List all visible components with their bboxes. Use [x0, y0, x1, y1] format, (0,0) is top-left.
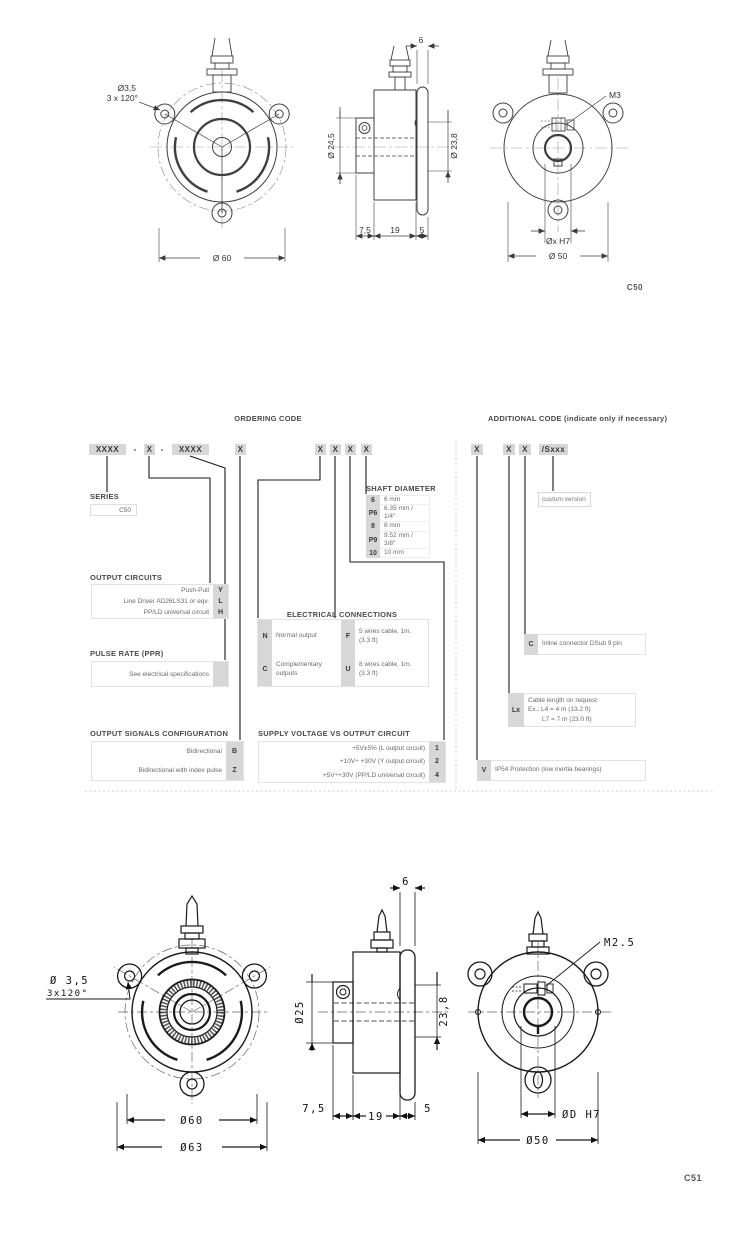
c50-rear-dim-bore: Øx H7: [545, 236, 571, 246]
c50-rear-screw-label: M3: [609, 90, 621, 100]
table-row: [92, 585, 228, 596]
c50-side-dim-left: Ø 24,5: [326, 133, 336, 159]
table-row: [92, 662, 228, 686]
code-box-shaft: X: [361, 444, 372, 455]
table-row: [366, 495, 430, 505]
addl-code-box-cable: X: [503, 444, 515, 455]
voltage-code: 1: [429, 742, 445, 755]
electrical-connections-table: [257, 619, 429, 687]
voltage-code: 4: [429, 769, 445, 782]
c50-page-code: C50: [626, 283, 643, 292]
c50-side-dim-top: 6: [418, 35, 424, 45]
cable-code: Lx: [508, 693, 524, 727]
code-box-supply: X: [345, 444, 356, 455]
table-row: [259, 742, 445, 755]
shaft-code: 10: [366, 549, 380, 558]
table-row: [366, 549, 430, 558]
table-row: [366, 522, 430, 531]
c51-rear-screw-label: M2.5: [604, 937, 636, 949]
code-box-pulse-rate: XXXX: [172, 444, 209, 455]
output-signals-label: OUTPUT SIGNALS CONFIGURATION: [90, 729, 229, 738]
voltage-code: 2: [429, 755, 445, 768]
c51-page-code: C51: [683, 1173, 702, 1183]
conn-code: N: [258, 620, 272, 653]
pulse-rate-label: PULSE RATE (PPR): [90, 649, 164, 658]
shaft-desc: 9.52 mm / 3/8": [380, 532, 430, 549]
signal-desc: Bidirectional: [186, 748, 222, 755]
table-row: [259, 769, 445, 782]
addl-code-box-custom: /Sxxx: [539, 444, 568, 455]
table-row: [258, 620, 428, 653]
c50-side-dim-b3: 5: [419, 225, 425, 235]
c50-rear-view: [490, 40, 628, 262]
c51-side-dim-b1: 7,5: [302, 1103, 326, 1115]
pulse-rate-table: [91, 661, 229, 687]
code-box-output-circuit: X: [144, 444, 155, 455]
shaft-desc: 10 mm: [380, 549, 430, 558]
c51-rear-dim-outer: Ø50: [526, 1135, 550, 1147]
code-separator-1: -: [133, 445, 137, 454]
addl-code-box-connector: X: [519, 444, 531, 455]
c50-front-note-hole: Ø3,5: [117, 83, 136, 93]
connector-option-row: [524, 634, 646, 655]
conn-desc: 8 wires cable, 1m. (3.3 ft): [359, 661, 412, 677]
supply-voltage-label: SUPPLY VOLTAGE VS OUTPUT CIRCUIT: [258, 729, 410, 738]
c51-side-dim-b3: 5: [424, 1103, 432, 1115]
c51-rear-dim-bore: ØD H7: [562, 1109, 602, 1121]
c51-side-dim-left: Ø25: [294, 1000, 306, 1024]
conn-desc: 5 wires cable, 1m. (3.3 ft): [359, 628, 412, 644]
conn-code: U: [341, 653, 355, 686]
code-box-elec-conn-2: X: [330, 444, 341, 455]
shaft-desc: 6 mm: [380, 495, 430, 505]
c51-side-dim-top: 6: [402, 876, 410, 888]
series-value-box: C50: [90, 504, 137, 516]
conn-desc: Normal output: [276, 632, 317, 640]
signal-desc: Bidirectional with index pulse: [138, 767, 222, 774]
c51-front-dim-outer: Ø60: [180, 1115, 204, 1127]
ordering-code-title: ORDERING CODE: [234, 414, 302, 423]
connector-desc: Inline connector DSub 9 pin: [538, 634, 646, 655]
table-row: [92, 742, 243, 761]
circuit-desc: Push-Pull: [181, 587, 209, 594]
c51-side-dim-right: 23,8: [438, 995, 450, 1027]
c51-front-dim-flange: Ø63: [180, 1142, 204, 1154]
shaft-diameter-table: [366, 495, 430, 557]
code-box-elec-conn-1: X: [315, 444, 326, 455]
c50-side-dim-right: Ø 23,8: [449, 133, 459, 159]
shaft-desc: 6.35 mm / 1/4": [380, 505, 430, 522]
circuit-desc: PP/LD universal circuit: [143, 609, 209, 616]
circuit-code: H: [213, 607, 228, 618]
cable-line2: Ex.: L4 = 4 m (13.2 ft): [528, 706, 591, 714]
conn-code: F: [341, 620, 355, 653]
c50-front-view: [139, 38, 295, 262]
shaft-code: P9: [366, 532, 380, 549]
cable-length-row: [508, 693, 636, 727]
voltage-desc: +5V±5% (L output circuit): [352, 745, 425, 753]
protection-code: V: [477, 760, 491, 781]
shaft-code: P6: [366, 505, 380, 522]
conn-code: C: [258, 653, 272, 686]
protection-option-row: [477, 760, 646, 781]
protection-desc: IP54 Protection (low inertia bearings): [491, 760, 646, 781]
c51-side-view: [306, 888, 448, 1120]
custom-version-box: custom version: [538, 492, 591, 507]
table-row: [92, 761, 243, 780]
circuit-code: L: [213, 596, 228, 607]
cable-line3: L7 = 7 m (23.0 ft): [542, 715, 592, 723]
series-label: SERIES: [90, 492, 120, 501]
conn-desc: Complementary outputs: [276, 661, 322, 677]
c51-technical-drawing: [0, 858, 750, 1188]
connector-code: C: [524, 634, 538, 655]
voltage-desc: +10V÷ +30V (Y output circuit): [339, 758, 425, 766]
circuit-desc: Line Driver AD26LS31 or eqv.: [123, 598, 209, 605]
table-row: [366, 505, 430, 522]
signal-code: Z: [226, 761, 243, 780]
shaft-desc: 8 mm: [380, 522, 430, 531]
pulse-rate-code-cell: [213, 662, 228, 686]
additional-code-title: ADDITIONAL CODE (indicate only if necessary): [488, 414, 668, 423]
c50-side-view: [332, 46, 455, 240]
c50-rear-dim-outer: Ø 50: [548, 251, 568, 261]
circuit-code: Y: [213, 585, 228, 596]
voltage-desc: +5V÷+30V (PP/LD universal circuit): [322, 771, 425, 779]
code-separator-2: -: [160, 445, 164, 454]
c50-technical-drawing: [0, 0, 750, 310]
c50-front-note-angle: 3 x 120°: [106, 93, 138, 103]
addl-code-box-protection: X: [471, 444, 483, 455]
c50-front-dim-outer: Ø 60: [212, 253, 232, 263]
table-row: [92, 596, 228, 607]
cable-desc: [524, 693, 636, 727]
electrical-connections-label: ELECTRICAL CONNECTIONS: [286, 610, 398, 619]
output-signals-table: [91, 741, 244, 781]
supply-voltage-table: [258, 741, 446, 783]
shaft-code: 8: [366, 522, 380, 531]
table-row: [92, 607, 228, 618]
table-row: [259, 755, 445, 768]
pulse-rate-note: See electrical specifications: [129, 670, 209, 678]
table-row: [258, 653, 428, 686]
code-box-output-signals: X: [235, 444, 246, 455]
c51-front-view: [46, 896, 270, 1151]
c51-front-note-angle: 3x120°: [47, 989, 89, 999]
signal-code: B: [226, 742, 243, 761]
shaft-code: 6: [366, 495, 380, 505]
cable-line1: Cable length on request: [528, 697, 598, 704]
table-row: [366, 532, 430, 549]
code-box-series: XXXX: [89, 444, 126, 455]
output-circuits-table: [91, 584, 229, 619]
output-circuits-label: OUTPUT CIRCUITS: [90, 573, 163, 582]
shaft-diameter-label: SHAFT DIAMETER: [366, 484, 436, 493]
c51-front-note-hole: Ø 3,5: [50, 975, 90, 987]
c51-side-dim-b2: 19: [368, 1111, 384, 1123]
c50-side-dim-b2: 19: [390, 225, 400, 235]
c50-side-dim-b1: 7,5: [359, 225, 371, 235]
